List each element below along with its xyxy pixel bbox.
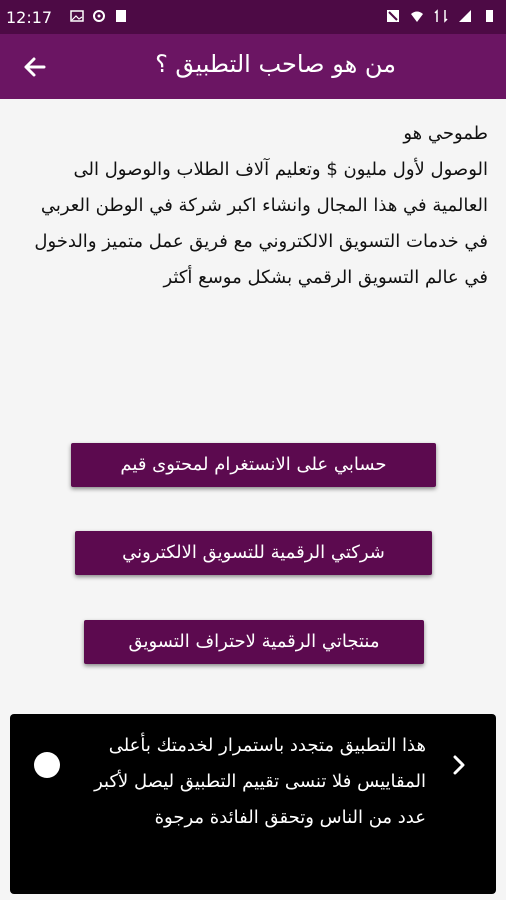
signal-icon — [458, 9, 472, 23]
notification-icons — [70, 9, 128, 23]
wifi-icon — [410, 9, 424, 23]
instagram-button[interactable]: حسابي على الانستغرام لمحتوى قيم — [71, 443, 436, 487]
company-button[interactable]: شركتي الرقمية للتسويق الالكتروني — [75, 531, 432, 575]
mute-icon — [386, 9, 400, 23]
status-time: 12:17 — [6, 8, 53, 27]
about-text: طموحي هو الوصول لأول مليون $ وتعليم آلاف الطلاب والوصول الى العالمية في هذا المجال وانشاء اكبر شركة في الوطن العربي في خدمات التسويق الالكتروني مع فريق عمل متميز والدخول في عالم التسويق الرقمي بشكل موسع أكثر — [34, 123, 488, 288]
image-icon — [70, 9, 84, 23]
chevron-right-icon[interactable] — [452, 754, 466, 776]
products-button[interactable]: منتجاتي الرقمية لاحتراف التسويق — [84, 620, 424, 664]
app-notification-icon — [114, 9, 128, 23]
settings-icon — [92, 9, 106, 23]
dot-indicator — [34, 752, 60, 778]
app-bar — [0, 34, 506, 99]
arrow-back-icon[interactable] — [20, 52, 50, 82]
info-banner — [10, 714, 496, 894]
page-title: من هو صاحب التطبيق ؟ — [155, 50, 396, 78]
data-icon — [434, 9, 448, 23]
status-bar — [0, 0, 506, 34]
system-icons — [386, 9, 496, 23]
banner-text: هذا التطبيق متجدد باستمرار لخدمتك بأعلى المقاييس فلا تنسى تقييم التطبيق ليصل لأكبر عدد من الناس وتحقق الفائدة مرجوة — [94, 735, 426, 828]
battery-icon — [482, 9, 496, 23]
